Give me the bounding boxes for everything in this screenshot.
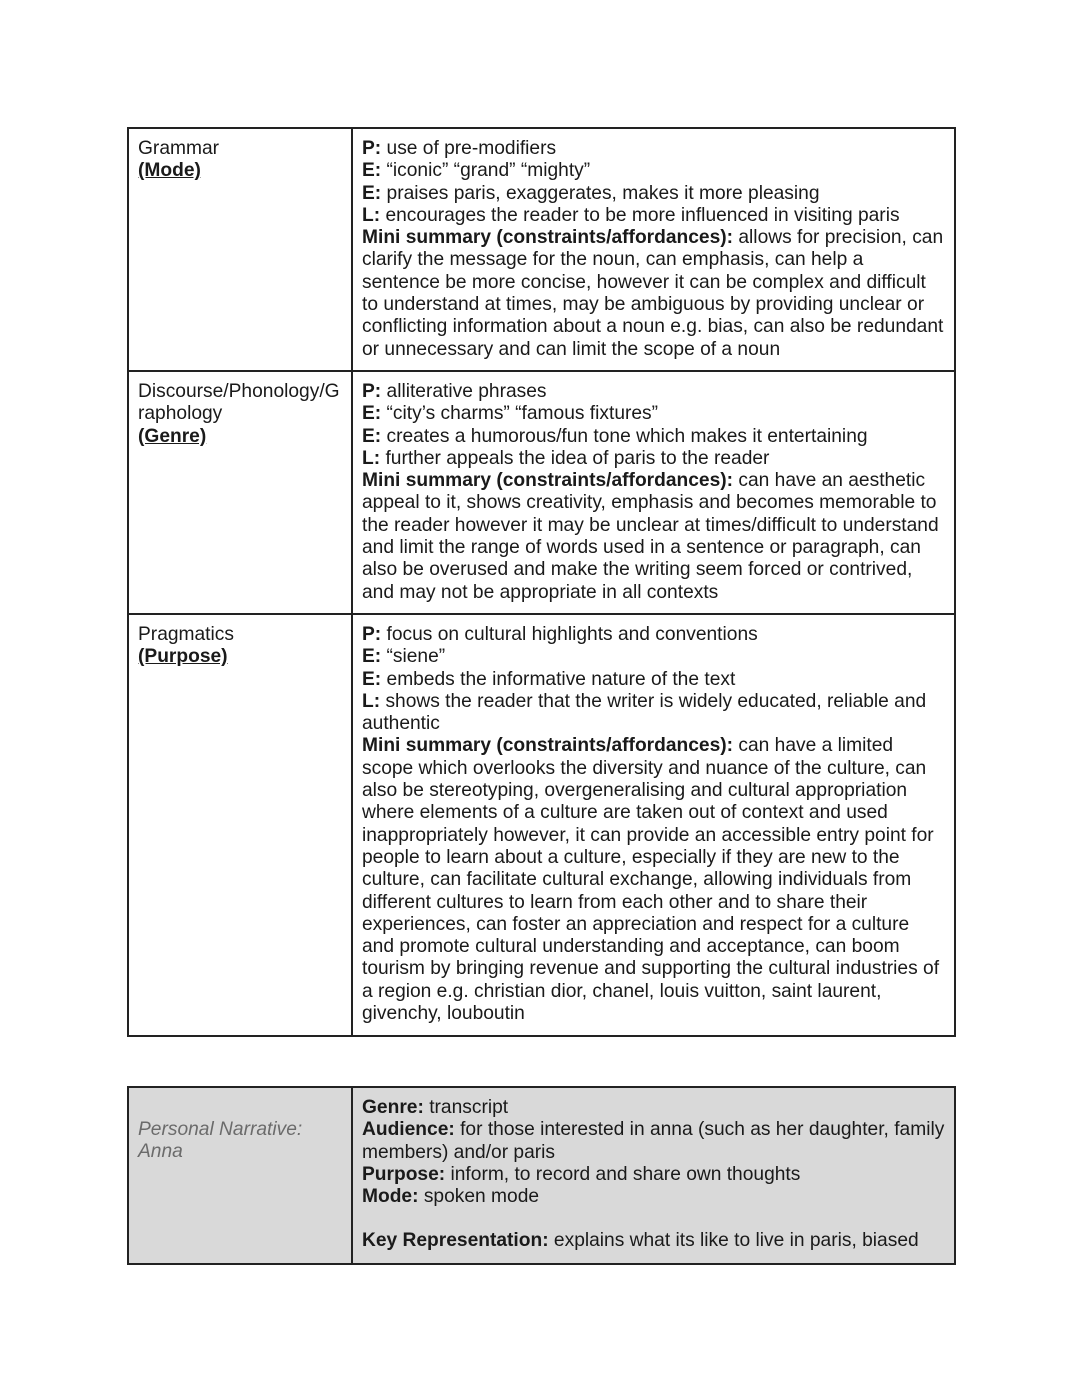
genre-line: Genre: transcript	[362, 1097, 509, 1118]
row-subheading: (Purpose)	[138, 646, 228, 668]
purpose-line: Purpose: inform, to record and share own thoughts	[362, 1163, 801, 1185]
row-heading: Discourse/Phonology/Graphology	[138, 381, 340, 425]
table-row-grammar	[128, 128, 955, 371]
mini-summary: Mini summary (constraints/affordances): can have a limited scope which overlooks the diversity and nuance of the culture, can also be stereotyping, overgeneralising and cultural appropriation where elements of a culture are taken out of context and used inappropriately however, it can provide an accessible entry point for people to learn about a culture, especially if they are new to the culture, can facilitate cultural exchange, allowing individuals from different cultures to learn from each other and to share their experiences, can foster an appreciation and respect for a culture and promote cultural understanding and acceptance, can boom tourism by bringing revenue and supporting the cultural industries of a region e.g. christian dior, chanel, louis vuitton, saint laurent, givenchy, louboutin	[362, 735, 940, 1025]
mini-summary: Mini summary (constraints/affordances): allows for precision, can clarify the message for the noun, can emphasis, can help a sentence be more concise, however it can be complex and difficult to understand at times, may be ambiguous by providing unclear or conflicting information about a noun e.g. bias, can also be redundant or unnecessary and can limit the scope of a noun	[362, 227, 944, 360]
row-content-cell	[352, 128, 955, 371]
analysis-table	[127, 127, 956, 1037]
table-row-narrative	[128, 1087, 955, 1264]
row-heading: Grammar	[138, 138, 220, 159]
spacer	[362, 1208, 946, 1230]
evidence-line: E: “city’s charms” “famous fixtures”	[362, 403, 659, 425]
row-heading-cell	[128, 371, 352, 614]
row-subheading: (Genre)	[138, 425, 207, 447]
key-representation: Key Representation: explains what its like to live in paris, biased	[362, 1230, 919, 1252]
point-line: P: focus on cultural highlights and conventions	[362, 624, 758, 645]
row-subheading: (Mode)	[138, 160, 201, 182]
narrative-title: Personal Narrative: Anna	[138, 1119, 303, 1163]
link-line: L: shows the reader that the writer is widely educated, reliable and authentic	[362, 690, 927, 735]
evidence-line: E: “siene”	[362, 646, 446, 668]
point-line: P: use of pre-modifiers	[362, 138, 557, 159]
explanation-line: E: creates a humorous/fun tone which makes it entertaining	[362, 425, 868, 447]
explanation-line: E: embeds the informative nature of the text	[362, 668, 736, 690]
row-heading-cell	[128, 614, 352, 1036]
narrative-content-cell	[352, 1087, 955, 1264]
narrative-table	[127, 1086, 956, 1265]
narrative-title-cell	[128, 1087, 352, 1264]
row-heading-cell	[128, 128, 352, 371]
link-line: L: further appeals the idea of paris to the reader	[362, 447, 770, 469]
row-content-cell	[352, 614, 955, 1036]
table-row-pragmatics	[128, 614, 955, 1036]
link-line: L: encourages the reader to be more influenced in visiting paris	[362, 204, 900, 226]
evidence-line: E: “iconic” “grand” “mighty”	[362, 160, 591, 182]
mini-summary: Mini summary (constraints/affordances): can have an aesthetic appeal to it, shows creativity, emphasis and becomes memorable to the reader however it may be unclear at times/difficult to understand and limit the range of words used in a sentence or paragraph, can also be overused and make the writing seem forced or contrived, and may not be appropriate in all contexts	[362, 470, 939, 603]
point-line: P: alliterative phrases	[362, 381, 547, 402]
row-heading: Pragmatics	[138, 624, 234, 645]
audience-line: Audience: for those interested in anna (such as her daughter, family members) and/or paris	[362, 1119, 945, 1163]
row-content-cell	[352, 371, 955, 614]
table-row-discourse	[128, 371, 955, 614]
mode-line: Mode: spoken mode	[362, 1186, 540, 1208]
explanation-line: E: praises paris, exaggerates, makes it more pleasing	[362, 182, 820, 204]
